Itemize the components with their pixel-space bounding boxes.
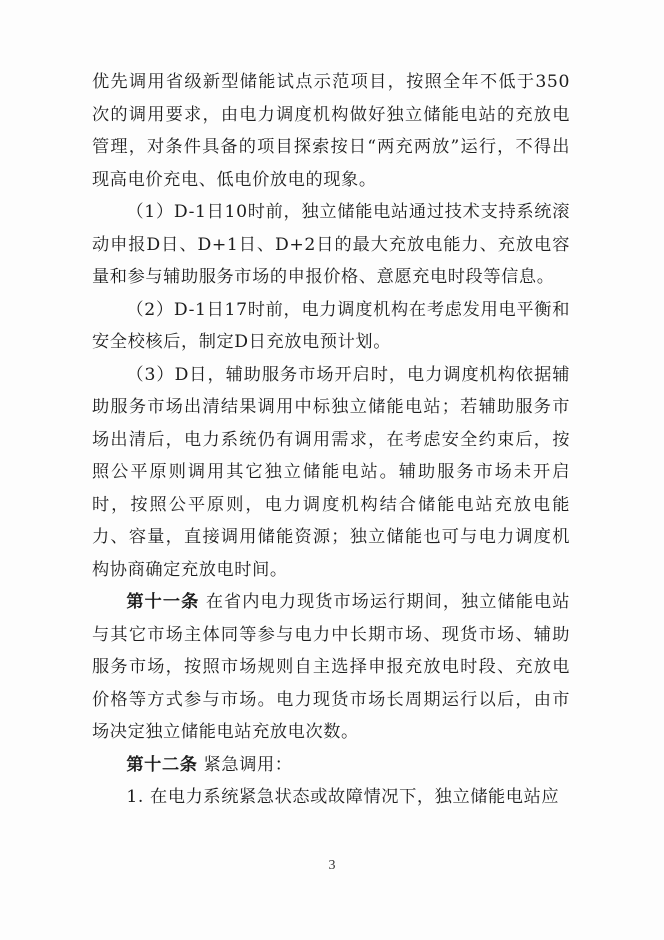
- paragraph-text: （3）D日，辅助服务市场开启时，电力调度机构依据辅助服务市场出清结果调用中标独立储能电站；若辅助服务市场出清后，电力系统仍有调用需求，在考虑安全约束后，按照公平原则调用其它独立储能电站。辅助服务市场未开启时，按照公平原则，电力调度机构结合储能电站充放电能力、容量，直接调用储能资源；独立储能也可与电力调度机构协商确定充放电时间。: [92, 364, 570, 580]
- document-body: [92, 66, 570, 814]
- paragraph-item-2: [92, 294, 570, 359]
- paragraph-text: 在省内电力现货市场运行期间，独立储能电站与其它市场主体同等参与电力中长期市场、现货市场、辅助服务市场，按照市场规则自主选择申报充放电时段、充放电价格等方式参与市场。电力现货市场长周期运行以后，由市场决定独立储能电站充放电次数。: [92, 592, 570, 742]
- article-12: [92, 749, 570, 782]
- paragraph-item-3: [92, 359, 570, 587]
- paragraph-text: 优先调用省级新型储能试点示范项目，按照全年不低于350次的调用要求，由电力调度机构做好独立储能电站的充放电管理，对条件具备的项目探索按日“两充两放”运行，不得出现高电价充电、低电价放电的现象。: [92, 72, 570, 190]
- paragraph-text: （2）D-1日17时前，电力调度机构在考虑发用电平衡和安全校核后，制定D日充放电预计划。: [92, 299, 570, 352]
- paragraph-item-1: [92, 196, 570, 294]
- article-11: [92, 586, 570, 749]
- article-heading: 第十二条: [126, 754, 198, 775]
- paragraph-continuation: [92, 66, 570, 196]
- article-heading: 第十一条: [126, 592, 200, 612]
- page-number: 3: [328, 858, 336, 873]
- paragraph-text: 紧急调用：: [203, 754, 293, 775]
- article-12-item-1: [92, 781, 570, 814]
- paragraph-text: 1. 在电力系统紧急状态或故障情况下，独立储能电站应: [126, 787, 560, 807]
- paragraph-text: （1）D-1日10时前，独立储能电站通过技术支持系统滚动申报D日、D+1日、D+2日的最大充放电能力、充放电容量和参与辅助服务市场的申报价格、意愿充电时段等信息。: [92, 202, 570, 287]
